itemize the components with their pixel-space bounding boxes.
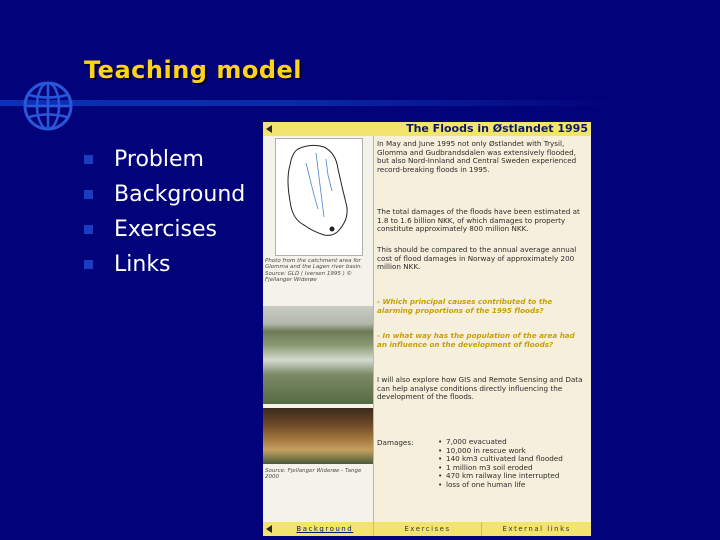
bullet-square-icon: [84, 260, 93, 269]
bullet-item[interactable]: Background: [84, 177, 245, 212]
slide-title: Teaching model: [84, 56, 302, 84]
screenshot-footer-nav: [263, 522, 591, 536]
column-divider: [373, 122, 374, 536]
damages-label: Damages:: [377, 438, 414, 447]
bullet-item[interactable]: Exercises: [84, 212, 245, 247]
back-arrow-icon[interactable]: [266, 125, 272, 133]
globe-icon: [22, 80, 74, 132]
damage-item: • 470 km railway line interrupted: [438, 471, 560, 481]
bullet-square-icon: [84, 225, 93, 234]
tab-external-links[interactable]: External links: [481, 522, 591, 536]
damage-item: • 140 km3 cultivated land flooded: [438, 454, 563, 464]
norway-map: [275, 138, 363, 256]
map-caption: Photo from the catchment area for Glomma and the Lagen river basin. Source: GLD ( Iversen 1995 ) © Fjellanger Widerøe: [265, 258, 363, 284]
bullet-list: [84, 142, 245, 282]
flood-aerial-photo: [263, 306, 373, 404]
question-causes: - Which principal causes contributed to the alarming proportions of the 1995 floods?: [377, 297, 553, 315]
bullet-square-icon: [84, 190, 93, 199]
paragraph-comparison: This should be compared to the annual average annual cost of flood damages in Norway of approximately 200 million NKK.: [377, 245, 577, 272]
bullet-square-icon: [84, 155, 93, 164]
footer-back-arrow-icon[interactable]: [263, 522, 277, 536]
damage-item: • 1 million m3 soil eroded: [438, 462, 533, 472]
tab-exercises[interactable]: Exercises: [373, 522, 482, 536]
damage-item: • 7,000 evacuated: [438, 437, 507, 446]
paragraph-gis: I will also explore how GIS and Remote Sensing and Data can help analyse conditions directly influencing the development of the floods.: [377, 375, 583, 402]
photo-caption: Source: Fjellanger Widerøe - Tange 2000: [265, 468, 362, 481]
damage-item: • 10,000 in rescue work: [438, 445, 526, 455]
tab-background[interactable]: Background: [296, 525, 354, 533]
map-drawing: [276, 139, 362, 255]
damage-item: • loss of one human life: [438, 479, 526, 489]
embedded-screenshot: [263, 122, 591, 536]
screenshot-header-bar: [263, 122, 591, 136]
bullet-item[interactable]: Problem: [84, 142, 245, 177]
screenshot-heading: The Floods in Østlandet 1995: [406, 122, 588, 135]
damages-list: [438, 438, 563, 490]
question-population: - In what way has the population of the area had an influence on the development of floods?: [377, 331, 575, 349]
title-rule: [0, 100, 720, 106]
bullet-item[interactable]: Links: [84, 247, 245, 282]
paragraph-damages: The total damages of the floods have been estimated at 1.8 to 1.6 billion NKK, of which damages to property constitute approximately 800 million NKK.: [377, 207, 580, 234]
flooded-house-photo: [263, 408, 373, 464]
paragraph-intro: In May and June 1995 not only Østlandet with Trysil, Glomma and Gudbrandsdalen was extensively flooded, but also Nord-Innland and Central Sweden experienced record-breaking floods in 1995.: [377, 139, 577, 174]
